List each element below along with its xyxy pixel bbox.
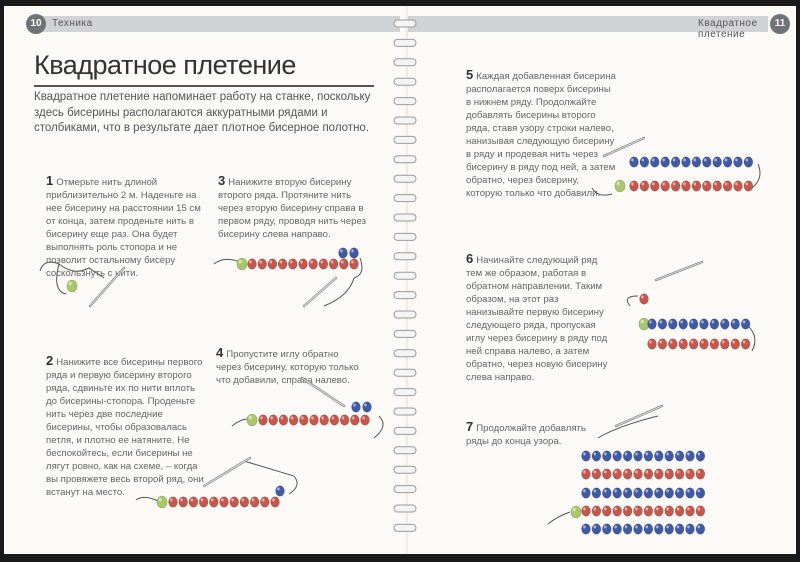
row5-bead <box>644 451 653 461</box>
row2 <box>352 402 361 412</box>
row2-bead <box>692 157 701 167</box>
row2-bead <box>592 506 601 516</box>
row1-bead <box>189 497 198 507</box>
row4-bead <box>634 469 643 479</box>
row1-bead <box>630 181 639 191</box>
spiral-loop <box>394 408 416 415</box>
row2-bead <box>702 157 711 167</box>
section-label-left: Техника <box>52 18 93 29</box>
row1-bead <box>692 181 701 191</box>
row2-bead <box>623 506 632 516</box>
row1-bead <box>592 524 601 534</box>
row4-bead <box>623 469 632 479</box>
row1-bead <box>220 497 229 507</box>
row1-bead <box>169 497 178 507</box>
row5-bead <box>634 451 643 461</box>
step7-thread-b <box>598 416 658 438</box>
row2-bead <box>675 506 684 516</box>
row1-bead <box>582 524 591 534</box>
spiral-loop <box>394 39 416 46</box>
row1-bead <box>361 415 370 425</box>
row2-bead <box>696 506 705 516</box>
row1-bead <box>713 181 722 191</box>
row2-bead <box>634 506 643 516</box>
row4-bead <box>675 469 684 479</box>
step3-needle-shine <box>304 278 336 306</box>
step7-thread-a <box>548 512 570 524</box>
stopper-bead <box>615 180 625 192</box>
row5-bead <box>602 451 611 461</box>
row2-bead <box>713 157 722 167</box>
left-illustrations <box>4 6 400 554</box>
step1-thread <box>40 262 104 278</box>
row2-bead <box>734 157 743 167</box>
row1-bead <box>179 497 188 507</box>
row2-bead <box>671 157 680 167</box>
step5-needle-shine <box>604 138 644 156</box>
row1-bead <box>259 415 268 425</box>
row1-bead <box>269 415 278 425</box>
spiral-loop <box>394 156 416 163</box>
row2-bead <box>668 319 677 329</box>
row5-bead <box>696 451 705 461</box>
row2-bead <box>731 319 740 329</box>
step3-thread-a <box>214 259 240 264</box>
row1-bead <box>250 497 259 507</box>
row1-bead <box>260 497 269 507</box>
row4-bead <box>665 469 674 479</box>
row1-bead <box>644 524 653 534</box>
row1-bead <box>340 415 349 425</box>
row1-bead <box>720 339 729 349</box>
row4-bead <box>613 469 622 479</box>
spiral-loop <box>394 233 416 240</box>
spiral-loop <box>394 369 416 376</box>
step-7-number: 7 <box>466 419 474 434</box>
spiral-loop <box>394 136 416 143</box>
step2-thread-b <box>244 461 297 494</box>
step-6-number: 6 <box>466 251 474 266</box>
row1-bead <box>658 339 667 349</box>
row3-bead <box>634 488 643 498</box>
row1-bead <box>710 339 719 349</box>
step2-thread-a <box>136 497 160 502</box>
row2-bead <box>686 506 695 516</box>
row2-bead <box>602 506 611 516</box>
row4-bead <box>582 469 591 479</box>
step5-thread-a <box>592 188 612 195</box>
spiral-loop <box>394 175 416 182</box>
step-4-number: 4 <box>216 345 224 360</box>
row3-bead <box>696 488 705 498</box>
spiral-loop <box>394 195 416 202</box>
spiral-loop <box>394 311 416 318</box>
row1-bead <box>623 524 632 534</box>
step1-tail <box>57 264 66 294</box>
step1-needle-shine <box>90 268 124 306</box>
row1-bead <box>702 181 711 191</box>
step-7-text: Продолжайте добавлять ряды до конца узора. <box>466 423 586 447</box>
row1-bead <box>278 259 287 269</box>
row1-bead <box>679 339 688 349</box>
spiral-loop <box>394 427 416 434</box>
row2-bead <box>710 319 719 329</box>
spiral-loop <box>394 59 416 66</box>
row2-bead <box>648 319 657 329</box>
spiral-loop <box>394 98 416 105</box>
row1-bead <box>289 415 298 425</box>
spiral-loop <box>394 272 416 279</box>
row2 <box>276 486 285 496</box>
row2-bead <box>644 506 653 516</box>
row1-bead <box>661 181 670 191</box>
row2 <box>339 248 348 258</box>
row3-bead <box>644 488 653 498</box>
row4-bead <box>644 469 653 479</box>
step-6-text: Начинайте следующий ряд тем же образом, работая в обратном направлении. Таким образом, на этот раз нанизывайте первую бисерину следующего ряда, пропуская иглу через бисерину в ряду под ней справа налево, а затем обратно, через новую бисерину слева направо. <box>466 255 608 383</box>
row2-bead <box>661 157 670 167</box>
row1-bead <box>613 524 622 534</box>
row5-bead <box>654 451 663 461</box>
row3-bead <box>582 488 591 498</box>
row1-bead <box>700 339 709 349</box>
row2-bead <box>720 319 729 329</box>
stopper-bead <box>247 414 257 426</box>
step-5-number: 5 <box>466 67 474 82</box>
section-label-right: Квадратное плетение <box>698 18 758 40</box>
spiral-binding <box>384 0 424 562</box>
step6-thread-a <box>627 296 638 306</box>
row1-bead <box>731 339 740 349</box>
step6-needle-shine <box>656 262 702 280</box>
row1-bead <box>209 497 218 507</box>
row2-bead <box>613 506 622 516</box>
row5-bead <box>665 451 674 461</box>
spiral-loop <box>394 214 416 221</box>
row1-bead <box>330 415 339 425</box>
row2 <box>350 248 359 258</box>
row1-bead <box>634 524 643 534</box>
step-2-text: Нанижите все бисерины первого ряда и первую бисерину второго ряда, сдвиньте их по нити вплоть до бисерины-стопора. Проденьте нить через две последние бисерины, чтобы образовалась петля, и плотно ее натяните. Не беспокойтесь, если бисерины не лягут ровно, как на схеме, – когда вы провяжете весь второй ряд, они встанут на место. <box>46 357 204 498</box>
page-number-left: 10 <box>26 14 46 34</box>
page-title: Квадратное плетение <box>34 50 296 80</box>
row1-bead <box>319 259 328 269</box>
row1-bead <box>675 524 684 534</box>
row2-bead <box>700 319 709 329</box>
spiral-loop <box>394 253 416 260</box>
row2-bead <box>682 157 691 167</box>
row1-bead <box>734 181 743 191</box>
row1-bead <box>668 339 677 349</box>
row3-bead <box>665 488 674 498</box>
page-number-right: 11 <box>770 14 790 34</box>
row3-bead <box>675 488 684 498</box>
row2-bead <box>658 319 667 329</box>
row5-bead <box>582 451 591 461</box>
row2-bead <box>679 319 688 329</box>
step7-needle-shine <box>616 406 662 426</box>
step-1-number: 1 <box>46 173 54 188</box>
row1-bead <box>723 181 732 191</box>
row2-bead <box>640 157 649 167</box>
row2-bead <box>630 157 639 167</box>
row1-bead <box>310 415 319 425</box>
row1-bead <box>654 524 663 534</box>
row1-bead <box>288 259 297 269</box>
stopper-bead <box>571 506 581 518</box>
row1-bead <box>299 415 308 425</box>
stopper-bead <box>237 258 247 270</box>
step4-needle-shine <box>302 378 344 406</box>
spiral-loop <box>394 292 416 299</box>
row1-bead <box>640 181 649 191</box>
spiral-loop <box>394 330 416 337</box>
step-1-text: Отмерьте нить длиной приблизительно 2 м. Наденьте на нее бисерину на расстоянии 15 см от конца, затем проденьте нить в бисерину еще раз. Она будет выполнять роль стопора и не позволит остальному бисеру соскользнуть с нити. <box>46 177 201 279</box>
row5-bead <box>623 451 632 461</box>
row2-bead <box>582 506 591 516</box>
row3-bead <box>602 488 611 498</box>
spiral-loop <box>394 20 416 27</box>
row1-bead <box>271 497 280 507</box>
row1-bead <box>350 259 359 269</box>
row1-bead <box>350 415 359 425</box>
row1-bead <box>602 524 611 534</box>
row1-bead <box>671 181 680 191</box>
spiral-loop <box>394 350 416 357</box>
row1-bead <box>258 259 267 269</box>
row3 <box>640 294 649 304</box>
row2-bead <box>665 506 674 516</box>
row2 <box>363 402 372 412</box>
row2-bead <box>744 157 753 167</box>
row2-bead <box>741 319 750 329</box>
row1-bead <box>689 339 698 349</box>
row2-bead <box>650 157 659 167</box>
intro-text: Квадратное плетение напоминает работу на станке, поскольку здесь бисерины располагаются аккуратными рядами и столбиками, что в результате дает плотное бисерное полотно. <box>34 91 371 134</box>
spiral-loop <box>394 117 416 124</box>
right-illustrations <box>408 6 796 554</box>
row1-bead <box>686 524 695 534</box>
row1-bead <box>682 181 691 191</box>
row1-bead <box>240 497 249 507</box>
row5-bead <box>592 451 601 461</box>
row2-bead <box>723 157 732 167</box>
step-5-text: Каждая добавленная бисерина располагается поверх бисерины в нижнем ряду. Продолжайте добавлять бисерины второго ряда, ставя узору строки налево, нанизывая следующую бисерину в ряду и продевая нить через бисерину в ряду под ней, а затем обратно, через бисерину, которую только что добавили. <box>466 71 616 199</box>
step-4-text: Пропустите иглу обратно через бисерину, которую только что добавили, справа налево. <box>216 349 359 386</box>
row1-bead <box>268 259 277 269</box>
spiral-loop <box>394 505 416 512</box>
row1-bead <box>665 524 674 534</box>
step-3-number: 3 <box>218 173 226 188</box>
step4-thread-b <box>374 416 383 438</box>
row1-bead <box>199 497 208 507</box>
right-page <box>408 6 796 554</box>
row1-bead <box>320 415 329 425</box>
row3-bead <box>686 488 695 498</box>
step-3-text: Нанижите вторую бисерину второго ряда. Протяните нить через вторую бисерину справа в первом ряду, проводя нить через бисерину слева направо. <box>218 177 366 240</box>
step-2-number: 2 <box>46 353 54 368</box>
row1-bead <box>744 181 753 191</box>
row2-bead <box>689 319 698 329</box>
step2-needle-shine <box>204 458 250 486</box>
row5-bead <box>613 451 622 461</box>
row1-bead <box>648 339 657 349</box>
spiral-loop <box>394 466 416 473</box>
row1-bead <box>696 524 705 534</box>
row5-bead <box>675 451 684 461</box>
spiral-loop <box>394 524 416 531</box>
spiral-loop <box>394 389 416 396</box>
row1-bead <box>329 259 338 269</box>
row1-bead <box>230 497 239 507</box>
row4-bead <box>654 469 663 479</box>
step5-thread-b <box>752 164 760 188</box>
row1-bead <box>279 415 288 425</box>
row3-bead <box>592 488 601 498</box>
row4-bead <box>696 469 705 479</box>
row1-bead <box>309 259 318 269</box>
row3-bead <box>654 488 663 498</box>
stopper-bead <box>157 496 167 508</box>
row4-bead <box>592 469 601 479</box>
row1-bead <box>339 259 348 269</box>
row1-bead <box>650 181 659 191</box>
row4-bead <box>686 469 695 479</box>
row4-bead <box>602 469 611 479</box>
left-page <box>4 6 400 554</box>
stopper-bead <box>67 280 77 292</box>
spiral-loop <box>394 486 416 493</box>
spiral-loop <box>394 447 416 454</box>
row3-bead <box>623 488 632 498</box>
row5-bead <box>686 451 695 461</box>
row3-bead <box>613 488 622 498</box>
row2-bead <box>654 506 663 516</box>
row1-bead <box>299 259 308 269</box>
row1-bead <box>741 339 750 349</box>
row1-bead <box>248 259 257 269</box>
spiral-loop <box>394 78 416 85</box>
